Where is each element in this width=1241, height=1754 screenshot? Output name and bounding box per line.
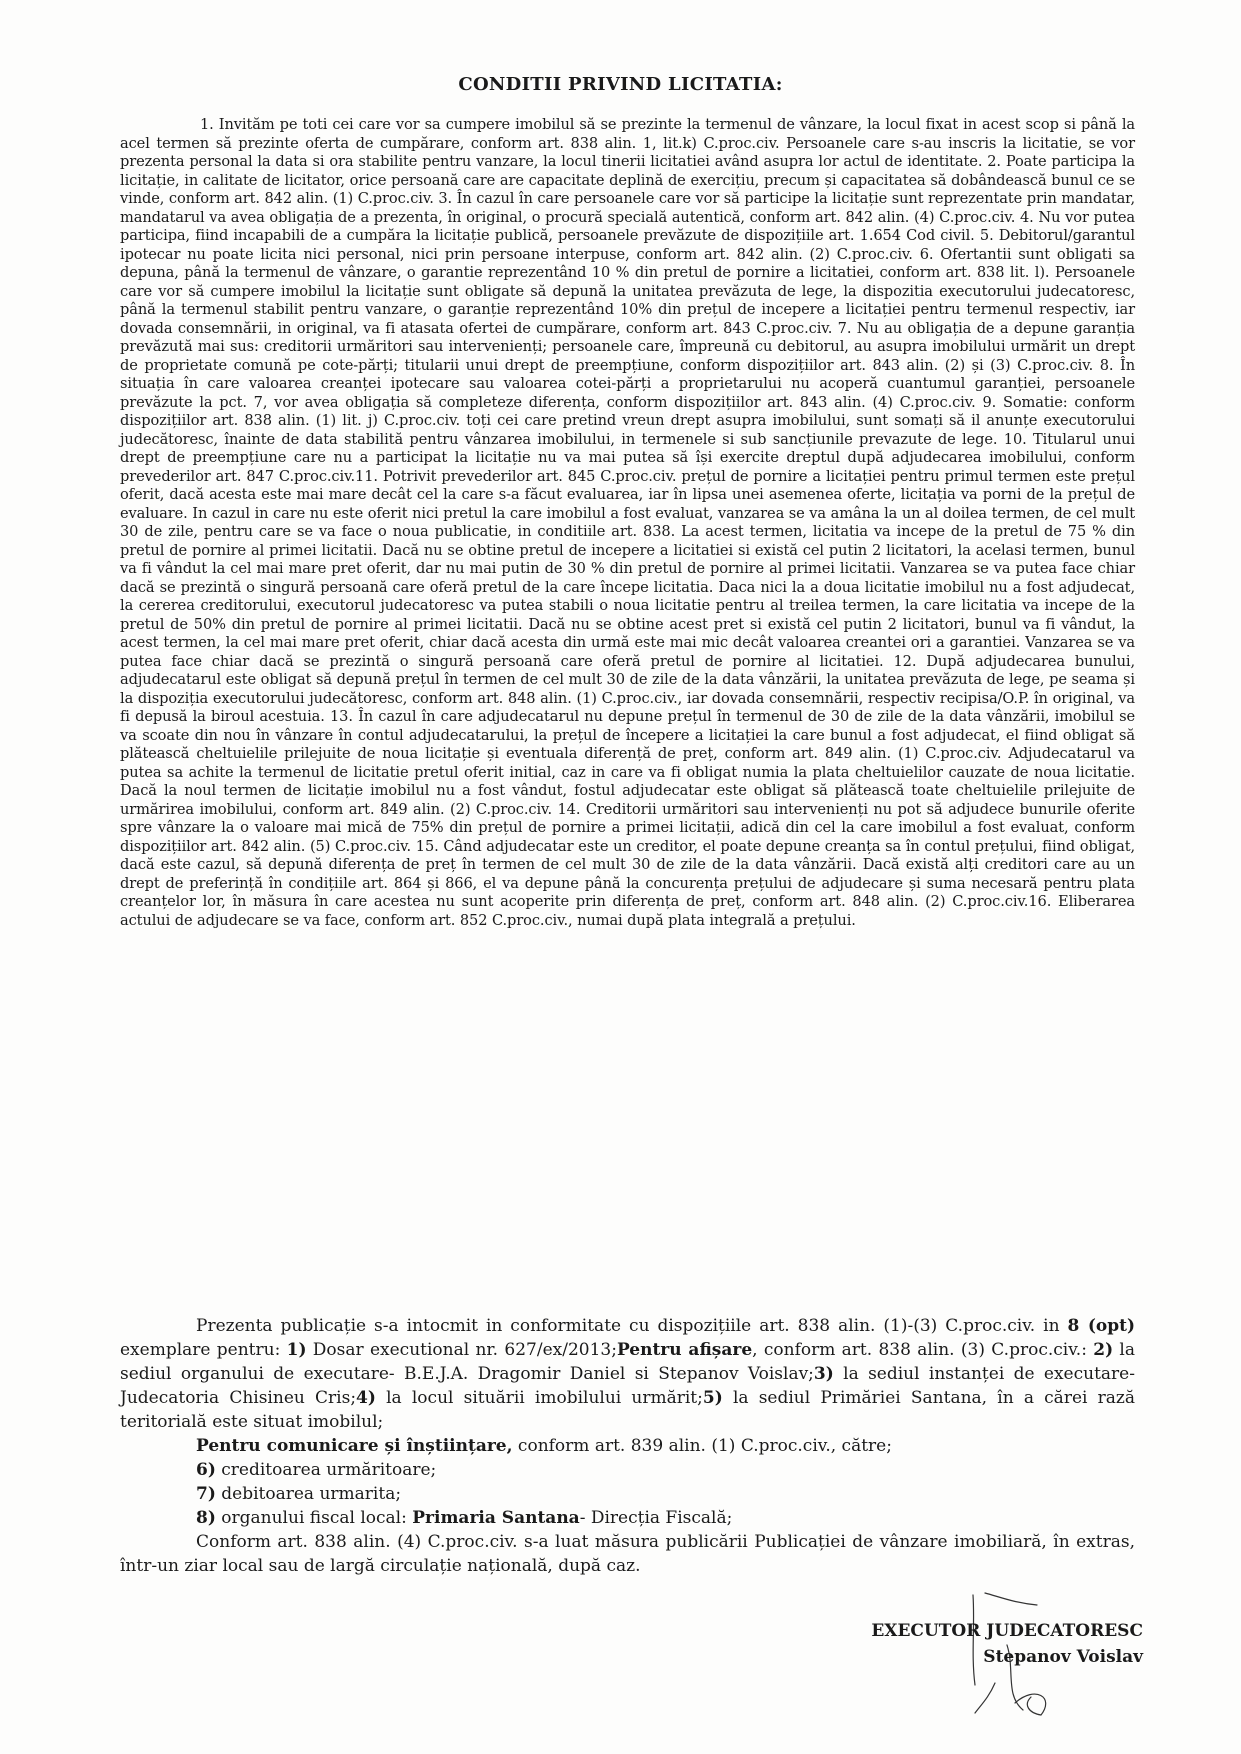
item-4-text: la locul situării imobilului urmărit; [375, 1388, 703, 1408]
item-8-number: 8) [196, 1508, 216, 1528]
document-title: CONDITII PRIVIND LICITATIA: [458, 74, 783, 95]
afisare-heading: Pentru afișare [616, 1340, 753, 1360]
publication-intro [120, 1314, 1135, 1434]
signature-block [871, 1618, 1143, 1670]
comunicare-heading: Pentru comunicare și înștiințare, [196, 1436, 513, 1456]
item-7-number: 7) [196, 1484, 216, 1504]
signature-name: Stepanov Voislav [983, 1647, 1143, 1667]
afisare-text: , conform art. 838 alin. (3) C.proc.civ.: [752, 1340, 1094, 1360]
list-item-7 [120, 1482, 1135, 1506]
list-item-8 [120, 1506, 1135, 1530]
item-2-text: la sediul organului de executare- B.E.J.A. Dragomir Daniel si Stepanov Voislav; [120, 1340, 1136, 1384]
item-8-text: organului fiscal local: [215, 1508, 413, 1528]
intro-text: Prezenta publicație s-a intocmit in conformitate cu dispozițiile art. 838 alin. (1)-(3) C.proc.civ. in [196, 1316, 1068, 1336]
item-6-number: 6) [196, 1460, 216, 1480]
closing-paragraph: Conform art. 838 alin. (4) C.proc.civ. s-a luat măsura publicării Publicației de vânzare imobiliară, în extras, într-un ziar local sau de largă circulație națională, după caz. [120, 1532, 1135, 1576]
item-8-tail: - Direcția Fiscală; [579, 1508, 733, 1528]
item-3-text: la sediul instanței de executare- Judecatoria Chisineu Cris; [120, 1364, 1135, 1408]
copies-count: 8 (opt) [1067, 1316, 1136, 1336]
item-4-number: 4) [356, 1388, 376, 1408]
item-8-bold: Primaria Santana [412, 1508, 580, 1528]
signature-role: EXECUTOR JUDECATORESC [871, 1621, 1143, 1641]
conditions-body [120, 116, 1135, 930]
comunicare-text: conform art. 839 alin. (1) C.proc.civ., către; [512, 1436, 892, 1456]
comunicare-line [120, 1434, 1135, 1458]
conditions-paragraph: 1. Invităm pe toti cei care vor sa cumpere imobilul să se prezinte la termenul de vânzare, la locul fixat in acest scop si până la acel termen să prezinte oferta de cumpărare, conform art. 838 alin. 1, lit.k) C.proc.civ. Persoanele care s-au inscris la licitatie, se vor prezenta personal la data si ora stabilite pentru vanzare, la locul tinerii licitatiei având asupra lor actul de identitate. 2. Poate participa la licitație, in calitate de licitator, orice persoană care are capacitate deplină de exercițiu, precum și capacitatea să dobândească bunul ce se vinde, conform art. 842 alin. (1) C.proc.civ. 3. În cazul în care persoanele care vor să participe la licitație sunt reprezentate prin mandatar, mandatarul va avea obligația de a prezenta, în original, o procură specială autentică, conform art. 842 alin. (4) C.proc.civ. 4. Nu vor putea participa, fiind incapabili de a cumpăra la licitație publică, persoanele prevăzute de dispozițiile art. 1.654 Cod civil. 5. Debitorul/garantul ipotecar nu poate licita nici personal, nici prin persoane interpuse, conform art. 842 alin. (2) C.proc.civ. 6. Ofertantii sunt obligati sa depuna, până la termenul de vânzare, o garantie reprezentând 10 % din pretul de pornire a licitatiei, conform art. 838 lit. l). Persoanele care vor să cumpere imobilul la licitație sunt obligate să depună la unitatea prevăzuta de lege, la dispozitia executorului judecatoresc, până la termenul stabilit pentru vanzare, o garanție reprezentând 10% din prețul de incepere a licitației pentru termenul respectiv, iar dovada consemnării, in original, va fi atasata ofertei de cumpărare, conform art. 843 C.proc.civ. 7. Nu au obligația de a depune garanția prevăzută mai sus: creditorii urmăritori sau intervenienți; persoanele care, împreună cu debitorul, au asupra imobilului urmărit un drept de proprietate comună pe cote-părți; titularii unui drept de preempțiune, conform dispozițiilor art. 843 alin. (2) și (3) C.proc.civ. 8. În situația în care valoarea creanței ipotecare sau valoarea cotei-părți a proprietarului nu acoperă cuantumul garanției, persoanele prevăzute la pct. 7, vor avea obligația să completeze diferența, conform dispozițiilor art. 843 alin. (4) C.proc.civ. 9. Somatie: conform dispozițiilor art. 838 alin. (1) lit. j) C.proc.civ. toți cei care pretind vreun drept asupra imobilului, sunt somați să il anunțe executorului judecătoresc, înainte de data stabilită pentru vânzarea imobilului, in termenele si sub sancțiunile prevazute de lege. 10. Titularul unui drept de preempțiune care nu a participat la licitație nu va mai putea să își exercite dreptul după adjudecarea imobilului, conform prevederilor art. 847 C.proc.civ.11. Potrivit prevederilor art. 845 C.proc.civ. prețul de pornire a licitației pentru primul termen este prețul oferit, dacă acesta este mai mare decât cel la care s-a făcut evaluarea, iar în lipsa unei asemenea oferte, licitația va porni de la prețul de evaluare. In cazul in care nu este oferit nici pretul la care imobilul a fost evaluat, vanzarea se va amâna la un al doilea termen, de cel mult 30 de zile, pentru care se va face o noua publicatie, in conditiile art. 838. La acest termen, licitatia va incepe de la pretul de 75 % din pretul de pornire al primei licitatii. Dacă nu se obtine pretul de incepere a licitatiei si există cel putin 2 licitatori, la acelasi termen, bunul va fi vândut la cel mai mare pret oferit, dar nu mai putin de 30 % din pretul de pornire al primei licitatii. Vanzarea se va putea face chiar dacă se prezintă o singură persoană care oferă pretul de la care începe licitatia. Daca nici la a doua licitatie imobilul nu a fost adjudecat, la cererea creditorului, executorul judecatoresc va putea stabili o noua licitatie pentru al treilea termen, la care licitatia va incepe de la pretul de 50% din pretul de pornire al primei licitatii. Dacă nu se obtine acest pret si există cel putin 2 licitatori, bunul va fi vândut, la acest termen, la cel mai mare pret oferit, chiar dacă acesta din urmă este mai mic decât valoarea creantei ori a garantiei. Vanzarea se va putea face chiar dacă se prezintă o singură persoană care oferă pretul de pornire al licitatiei. 12. După adjudecarea bunului, adjudecatarul este obligat să depună prețul în termen de cel mult 30 de zile de la data vânzării, la unitatea prevăzuta de lege, pe seama și la dispoziția executorului judecătoresc, conform art. 848 alin. (1) C.proc.civ., iar dovada consemnării, respectiv recipisa/O.P. în original, va fi depusă la biroul acestuia. 13. În cazul în care adjudecatarul nu depune prețul în termenul de 30 de zile de la data vânzării, imobilul se va scoate din nou în vânzare în contul adjudecatarului, la prețul de începere a licitației la care bunul a fost adjudecat, el fiind obligat să plătească cheltuielile prilejuite de noua licitație și eventuala diferență de preț, conform art. 849 alin. (1) C.proc.civ. Adjudecatarul va putea sa achite la termenul de licitatie pretul oferit initial, caz in care va fi obligat numia la plata cheltuielilor cauzate de noua licitatie. Dacă la noul termen de licitație imobilul nu a fost vândut, fostul adjudecatar este obligat să plătească toate cheltuielile prilejuite de urmărirea imobilului, conform art. 849 alin. (2) C.proc.civ. 14. Creditorii urmăritori sau intervenienți nu pot să adjudece bunurile oferite spre vânzare la o valoare mai mică de 75% din prețul de pornire a primei licitații, adică din cel la care imobilul a fost evaluat, conform dispozițiilor art. 842 alin. (5) C.proc.civ. 15. Când adjudecatar este un creditor, el poate depune creanța sa în contul prețului, fiind obligat, dacă este cazul, să depună diferența de preț în termen de cel mult 30 de zile de la data vânzării. Dacă există alți creditori care au un drept de preferință în condițiile art. 864 și 866, el va depune până la concurența prețului de adjudecare și suma necesară pentru plata creanțelor lor, în măsura în care acestea nu sunt acoperite prin diferența de preț, conform art. 848 alin. (2) C.proc.civ.16. Eliberarea actului de adjudecare se va face, conform art. 852 C.proc.civ., numai după plata integrală a prețului. [120, 116, 1135, 929]
item-7-text: debitoarea urmarita; [215, 1484, 402, 1504]
item-1-number: 1) [286, 1340, 307, 1360]
intro-text-tail: exemplare pentru: [120, 1340, 287, 1360]
item-6-text: creditoarea urmăritoare; [215, 1460, 437, 1480]
item-2-number: 2) [1093, 1340, 1114, 1360]
item-5-text: la sediul Primăriei Santana, în a cărei rază teritorială este situat imobilul; [120, 1388, 1135, 1432]
item-1-text: Dosar executional nr. 627/ex/2013; [306, 1340, 617, 1360]
item-5-number: 5) [702, 1388, 723, 1408]
item-3-number: 3) [813, 1364, 834, 1384]
list-item-6 [120, 1458, 1135, 1482]
publication-section [120, 1314, 1135, 1578]
